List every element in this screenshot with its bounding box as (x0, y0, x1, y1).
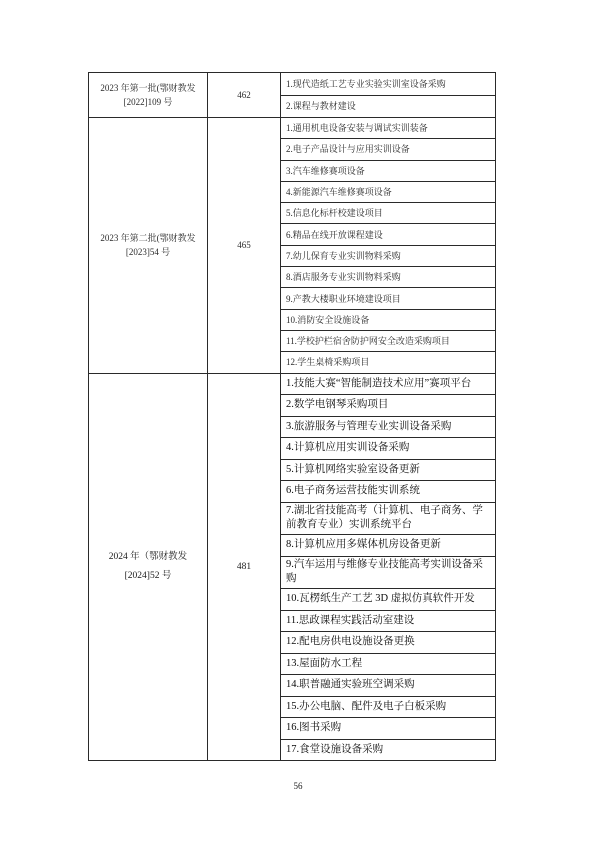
batch-cell (89, 118, 208, 374)
batch-cell (89, 73, 208, 118)
batch-line: [2022]109 号 (123, 97, 173, 107)
table-row (89, 373, 496, 395)
funding-table (88, 72, 496, 761)
page-number: 56 (293, 781, 303, 791)
batch-line: [2024]52 号 (124, 570, 172, 581)
item-cell: 11.思政课程实践活动室建设 (281, 610, 496, 632)
item-cell: 3.汽车维修赛项设备 (281, 160, 496, 181)
batch-line: 2024 年（鄂财教发 (108, 551, 188, 562)
item-cell: 12.配电房供电设施设备更换 (281, 632, 496, 654)
table-row (89, 73, 496, 96)
item-cell: 7.湖北省技能高考（计算机、电子商务、学前教育专业）实训系统平台 (281, 502, 496, 535)
item-cell: 2.课程与教材建设 (281, 95, 496, 118)
batch-line: 2023 年第一批(鄂财教发 (100, 83, 196, 93)
item-cell: 4.新能源汽车维修赛项设备 (281, 181, 496, 202)
item-cell: 8.酒店服务专业实训物料采购 (281, 267, 496, 288)
item-cell: 9.汽车运用与维修专业技能高考实训设备采购 (281, 556, 496, 589)
item-cell: 7.幼儿保育专业实训物料采购 (281, 245, 496, 266)
amount-cell: 465 (208, 118, 281, 374)
item-cell: 1.通用机电设备安装与调试实训装备 (281, 118, 496, 139)
item-cell: 17.食堂设施设备采购 (281, 739, 496, 761)
amount-cell: 481 (208, 373, 281, 761)
item-cell: 12.学生桌椅采购项目 (281, 352, 496, 373)
batch-line: [2023]54 号 (125, 247, 171, 258)
item-cell: 6.电子商务运营技能实训系统 (281, 481, 496, 503)
item-cell: 4.计算机应用实训设备采购 (281, 438, 496, 460)
table-row (89, 118, 496, 139)
batch-line: 2023 年第二批(鄂财教发 (100, 233, 196, 244)
item-cell: 13.屋面防水工程 (281, 653, 496, 675)
item-cell: 1.现代造纸工艺专业实验实训室设备采购 (281, 73, 496, 96)
batch-cell (89, 373, 208, 761)
item-cell: 6.精品在线开放课程建设 (281, 224, 496, 245)
item-cell: 2.电子产品设计与应用实训设备 (281, 139, 496, 160)
item-cell: 5.信息化标杆校建设项目 (281, 203, 496, 224)
item-cell: 9.产教大楼职业环境建设项目 (281, 288, 496, 309)
item-cell: 3.旅游服务与管理专业实训设备采购 (281, 416, 496, 438)
item-cell: 2.数学电钢琴采购项目 (281, 395, 496, 417)
item-cell: 15.办公电脑、配件及电子白板采购 (281, 696, 496, 718)
item-cell: 10.瓦楞纸生产工艺 3D 虚拟仿真软件开发 (281, 589, 496, 611)
item-cell: 10.消防安全设施设备 (281, 309, 496, 330)
item-cell: 8.计算机应用多媒体机房设备更新 (281, 535, 496, 557)
funding-table-body (89, 73, 496, 761)
item-cell: 1.技能大赛“智能制造技术应用”赛项平台 (281, 373, 496, 395)
item-cell: 14.职普融通实验班空调采购 (281, 675, 496, 697)
amount-cell: 462 (208, 73, 281, 118)
item-cell: 5.计算机网络实验室设备更新 (281, 459, 496, 481)
item-cell: 11.学校护栏宿舍防护网安全改造采购项目 (281, 330, 496, 351)
item-cell: 16.图书采购 (281, 718, 496, 740)
